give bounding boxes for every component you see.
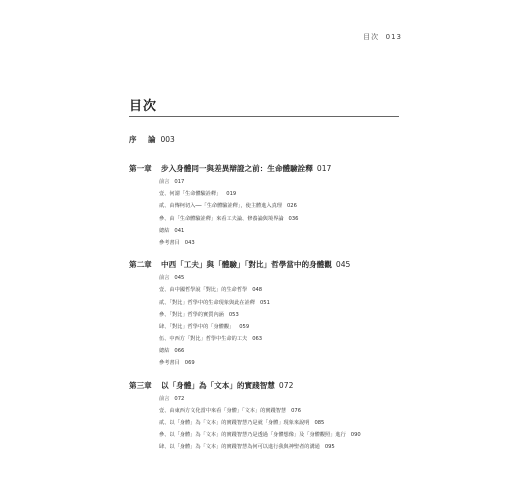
entry-page: 017 xyxy=(174,179,185,185)
chapter-heading xyxy=(129,379,429,393)
toc-chapters xyxy=(129,162,429,454)
chapter-page: 045 xyxy=(335,260,351,270)
entry-label: 前言 xyxy=(159,179,170,185)
entry-label: 伍、中西方「對比」哲學中生命的工夫 xyxy=(159,336,248,343)
toc-entry xyxy=(129,417,429,429)
chapter-page: 017 xyxy=(316,164,332,173)
entry-page: 090 xyxy=(350,432,361,439)
toc-entry xyxy=(129,213,429,225)
entry-label: 參、以「身體」為「文本」的實踐智慧乃是透過「身體想像」及「身體觀照」進行 xyxy=(159,432,346,439)
toc-entry xyxy=(129,176,429,188)
entry-page: 053 xyxy=(228,311,239,318)
toc-chapter xyxy=(129,379,429,454)
entry-page: 036 xyxy=(288,215,299,222)
toc-entry xyxy=(129,309,429,321)
chapter-heading xyxy=(129,162,429,176)
chapter-title: 步入身體同一與差異辯證之前：生命體驗詮釋 xyxy=(161,164,313,173)
toc-entry xyxy=(129,272,429,284)
toc-entry xyxy=(129,345,429,357)
toc-entry xyxy=(129,321,429,333)
entry-page: 059 xyxy=(239,323,250,330)
toc-chapter xyxy=(129,162,429,249)
toc-entry xyxy=(129,357,429,369)
entry-page: 076 xyxy=(291,407,301,414)
chapter-title: 中西「工夫」與「體驗」「對比」哲學當中的身體觀 xyxy=(161,260,332,270)
toc-entry xyxy=(129,225,429,237)
title-divider xyxy=(129,116,399,117)
toc-entry xyxy=(129,237,429,249)
toc-entry xyxy=(129,405,429,417)
toc-entry xyxy=(129,200,429,212)
entry-label: 前言 xyxy=(159,275,170,282)
entry-label: 貳、由傳柯切入──「生命體驗詮釋」，使主體進入真理 xyxy=(159,203,282,210)
toc-entry xyxy=(129,393,429,405)
page-title: 目次 xyxy=(129,99,158,114)
preface-label: 序 論 xyxy=(129,135,158,144)
toc-entry xyxy=(129,188,429,200)
entry-page: 066 xyxy=(174,348,185,355)
chapter-page: 072 xyxy=(278,380,294,390)
chapter-title: 以「身體」為「文本」的實踐智慧 xyxy=(161,380,275,390)
chapter-heading xyxy=(129,258,429,272)
toc-chapter xyxy=(129,258,429,370)
entry-label: 貳、以「身體」為「文本」的實踐智慧乃是就「身體」現象來說明 xyxy=(159,420,310,426)
toc-entry xyxy=(129,429,429,441)
entry-label: 壹、何謂「生命體驗詮釋」 xyxy=(159,191,222,198)
entry-label: 參、「對比」哲學的實質內涵 xyxy=(159,311,224,318)
chapter-number: 第三章 xyxy=(129,380,152,390)
entry-label: 總結 xyxy=(159,227,170,234)
toc-entry xyxy=(129,441,429,453)
entry-label: 壹、由中國哲學說「對比」的生命哲學 xyxy=(159,287,248,294)
header-title: 目次 xyxy=(363,33,380,41)
entry-label: 總結 xyxy=(159,348,170,355)
entry-page: 043 xyxy=(184,239,195,246)
running-header xyxy=(363,32,402,42)
chapter-number: 第二章 xyxy=(129,260,152,270)
entry-page: 072 xyxy=(174,395,185,402)
entry-label: 參、由「生命體驗詮釋」來看工夫論、修養論與境界論 xyxy=(159,215,284,222)
entry-label: 壹、由東西方文化當中來看「身體」「文本」的實踐智慧 xyxy=(159,407,287,414)
toc-preface xyxy=(129,134,429,145)
entry-label: 貳、「對比」哲學中的生命現象與此在詮釋 xyxy=(159,299,255,306)
preface-page: 003 xyxy=(160,135,175,144)
entry-page: 063 xyxy=(252,336,263,343)
entry-page: 019 xyxy=(226,191,237,198)
toc-entry xyxy=(129,297,429,309)
entry-label: 肆、「對比」哲學中的「身體觀」 xyxy=(159,323,235,330)
table-of-contents xyxy=(129,134,429,463)
chapter-number: 第一章 xyxy=(129,164,152,173)
entry-page: 069 xyxy=(184,360,195,367)
entry-page: 045 xyxy=(174,275,185,282)
toc-entry xyxy=(129,284,429,296)
entry-label: 肆、以「身體」為「文本」的實踐智慧為何可以進行我與神聖者的溝通 xyxy=(159,444,320,451)
entry-page: 048 xyxy=(252,287,263,294)
entry-label: 參考書目 xyxy=(159,360,180,367)
entry-page: 041 xyxy=(174,227,185,234)
toc-entry xyxy=(129,333,429,345)
entry-page: 026 xyxy=(286,203,297,210)
entry-label: 前言 xyxy=(159,395,170,402)
entry-page: 051 xyxy=(259,299,270,306)
header-page-number: 013 xyxy=(385,33,402,41)
entry-label: 參考書目 xyxy=(159,239,180,246)
entry-page: 085 xyxy=(314,420,325,426)
entry-page: 095 xyxy=(324,444,335,451)
